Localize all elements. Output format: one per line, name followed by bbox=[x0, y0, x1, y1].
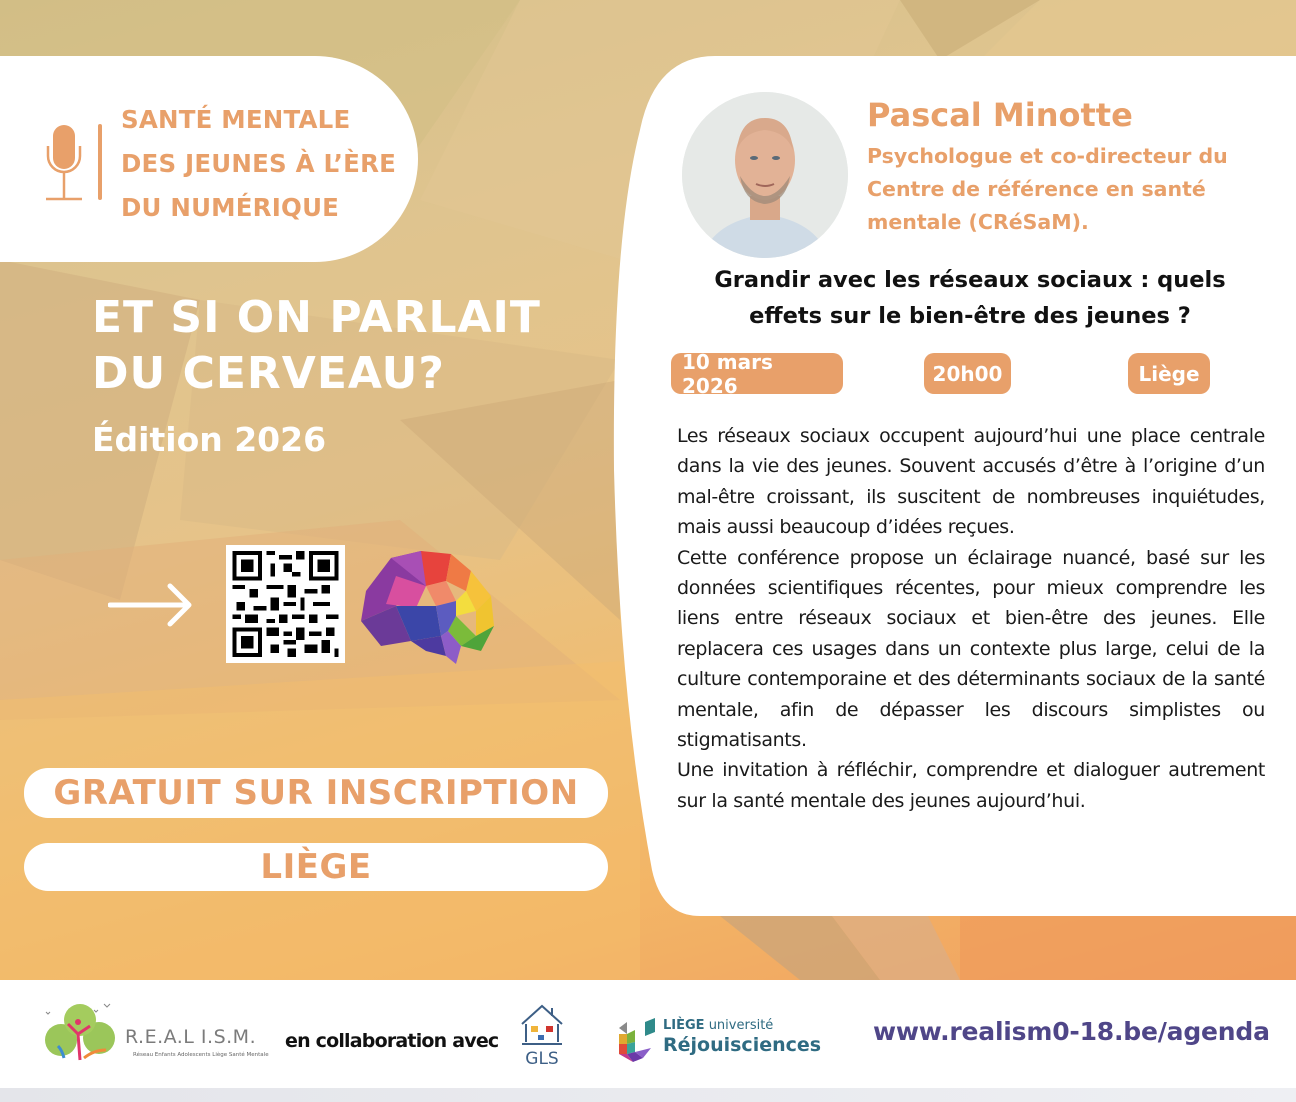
hero-title-line: ET SI ON PARLAIT bbox=[92, 292, 541, 343]
series-title-line: DU NUMÉRIQUE bbox=[121, 193, 340, 222]
speaker-photo bbox=[682, 92, 848, 258]
date-tag: 10 mars 2026 bbox=[671, 353, 843, 394]
series-title-line: DES JEUNES À L’ÈRE bbox=[121, 149, 397, 178]
uliege-name-bold: LIÈGE bbox=[663, 1018, 705, 1033]
description-paragraph: Cette conférence propose un éclairage nuancé, basé sur les données scientifiques récentes, pour mieux comprendre les liens entre réseaux sociaux et bien-être des jeunes. Elle replacera ces usages dans un contexte plus large, celui de la culture contemporaine et des déterminants sociaux de la santé mentale, afin de dépasser les discours simplistes ou stigmatisants. bbox=[677, 546, 1265, 752]
uliege-name bbox=[663, 1018, 773, 1033]
gls-logo bbox=[518, 1002, 566, 1066]
speaker-role-line: Centre de référence en santé bbox=[867, 177, 1206, 201]
speaker-role-line: Psychologue et co-directeur du bbox=[867, 144, 1228, 168]
footer-strip bbox=[0, 1088, 1296, 1102]
uliege-name-rest: université bbox=[704, 1018, 774, 1033]
realism-name: R.E.A.L I.S.M. bbox=[125, 1026, 257, 1048]
uliege-logo-mark bbox=[617, 1018, 659, 1064]
edition-label: Édition 2026 bbox=[92, 420, 327, 459]
talk-title-line: Grandir avec les réseaux sociaux : quels bbox=[714, 267, 1226, 293]
collaboration-label: en collaboration avec bbox=[285, 1030, 499, 1052]
realism-subtitle: Réseau Enfants Adolescents Liège Santé Mentale bbox=[133, 1052, 269, 1058]
speaker-name: Pascal Minotte bbox=[867, 96, 1133, 134]
realism-tree-logo bbox=[44, 1000, 116, 1064]
hero-title-line: DU CERVEAU? bbox=[92, 348, 445, 399]
talk-title bbox=[660, 262, 1280, 334]
talk-title-line: effets sur le bien-être des jeunes ? bbox=[749, 303, 1191, 329]
talk-description bbox=[677, 421, 1265, 816]
gls-logo-text: GLS bbox=[525, 1049, 559, 1066]
agenda-link[interactable]: www.realism0-18.be/agenda bbox=[873, 1017, 1270, 1046]
speaker-role bbox=[867, 140, 1267, 239]
speaker-role-line: mentale (CRéSaM). bbox=[867, 210, 1089, 234]
city-badge: LIÈGE bbox=[24, 843, 608, 891]
rejouisciences-label: Réjouisciences bbox=[663, 1034, 822, 1056]
description-paragraph: Les réseaux sociaux occupent aujourd’hui une place centrale dans la vie des jeunes. Souvent accusés d’être à l’origine d’un mal-être croissant, ils suscitent de nombreuses inquiétudes, mais aussi beaucoup d’idées reçues. bbox=[677, 425, 1265, 539]
description-paragraph: Une invitation à réfléchir, comprendre et dialoguer autrement sur la santé mentale des jeunes aujourd’hui. bbox=[677, 759, 1265, 812]
place-tag: Liège bbox=[1128, 353, 1210, 394]
time-tag: 20h00 bbox=[924, 353, 1011, 394]
free-registration-badge: GRATUIT SUR INSCRIPTION bbox=[24, 768, 608, 818]
speaker-portrait bbox=[682, 92, 848, 258]
series-title-line: SANTÉ MENTALE bbox=[121, 105, 351, 134]
